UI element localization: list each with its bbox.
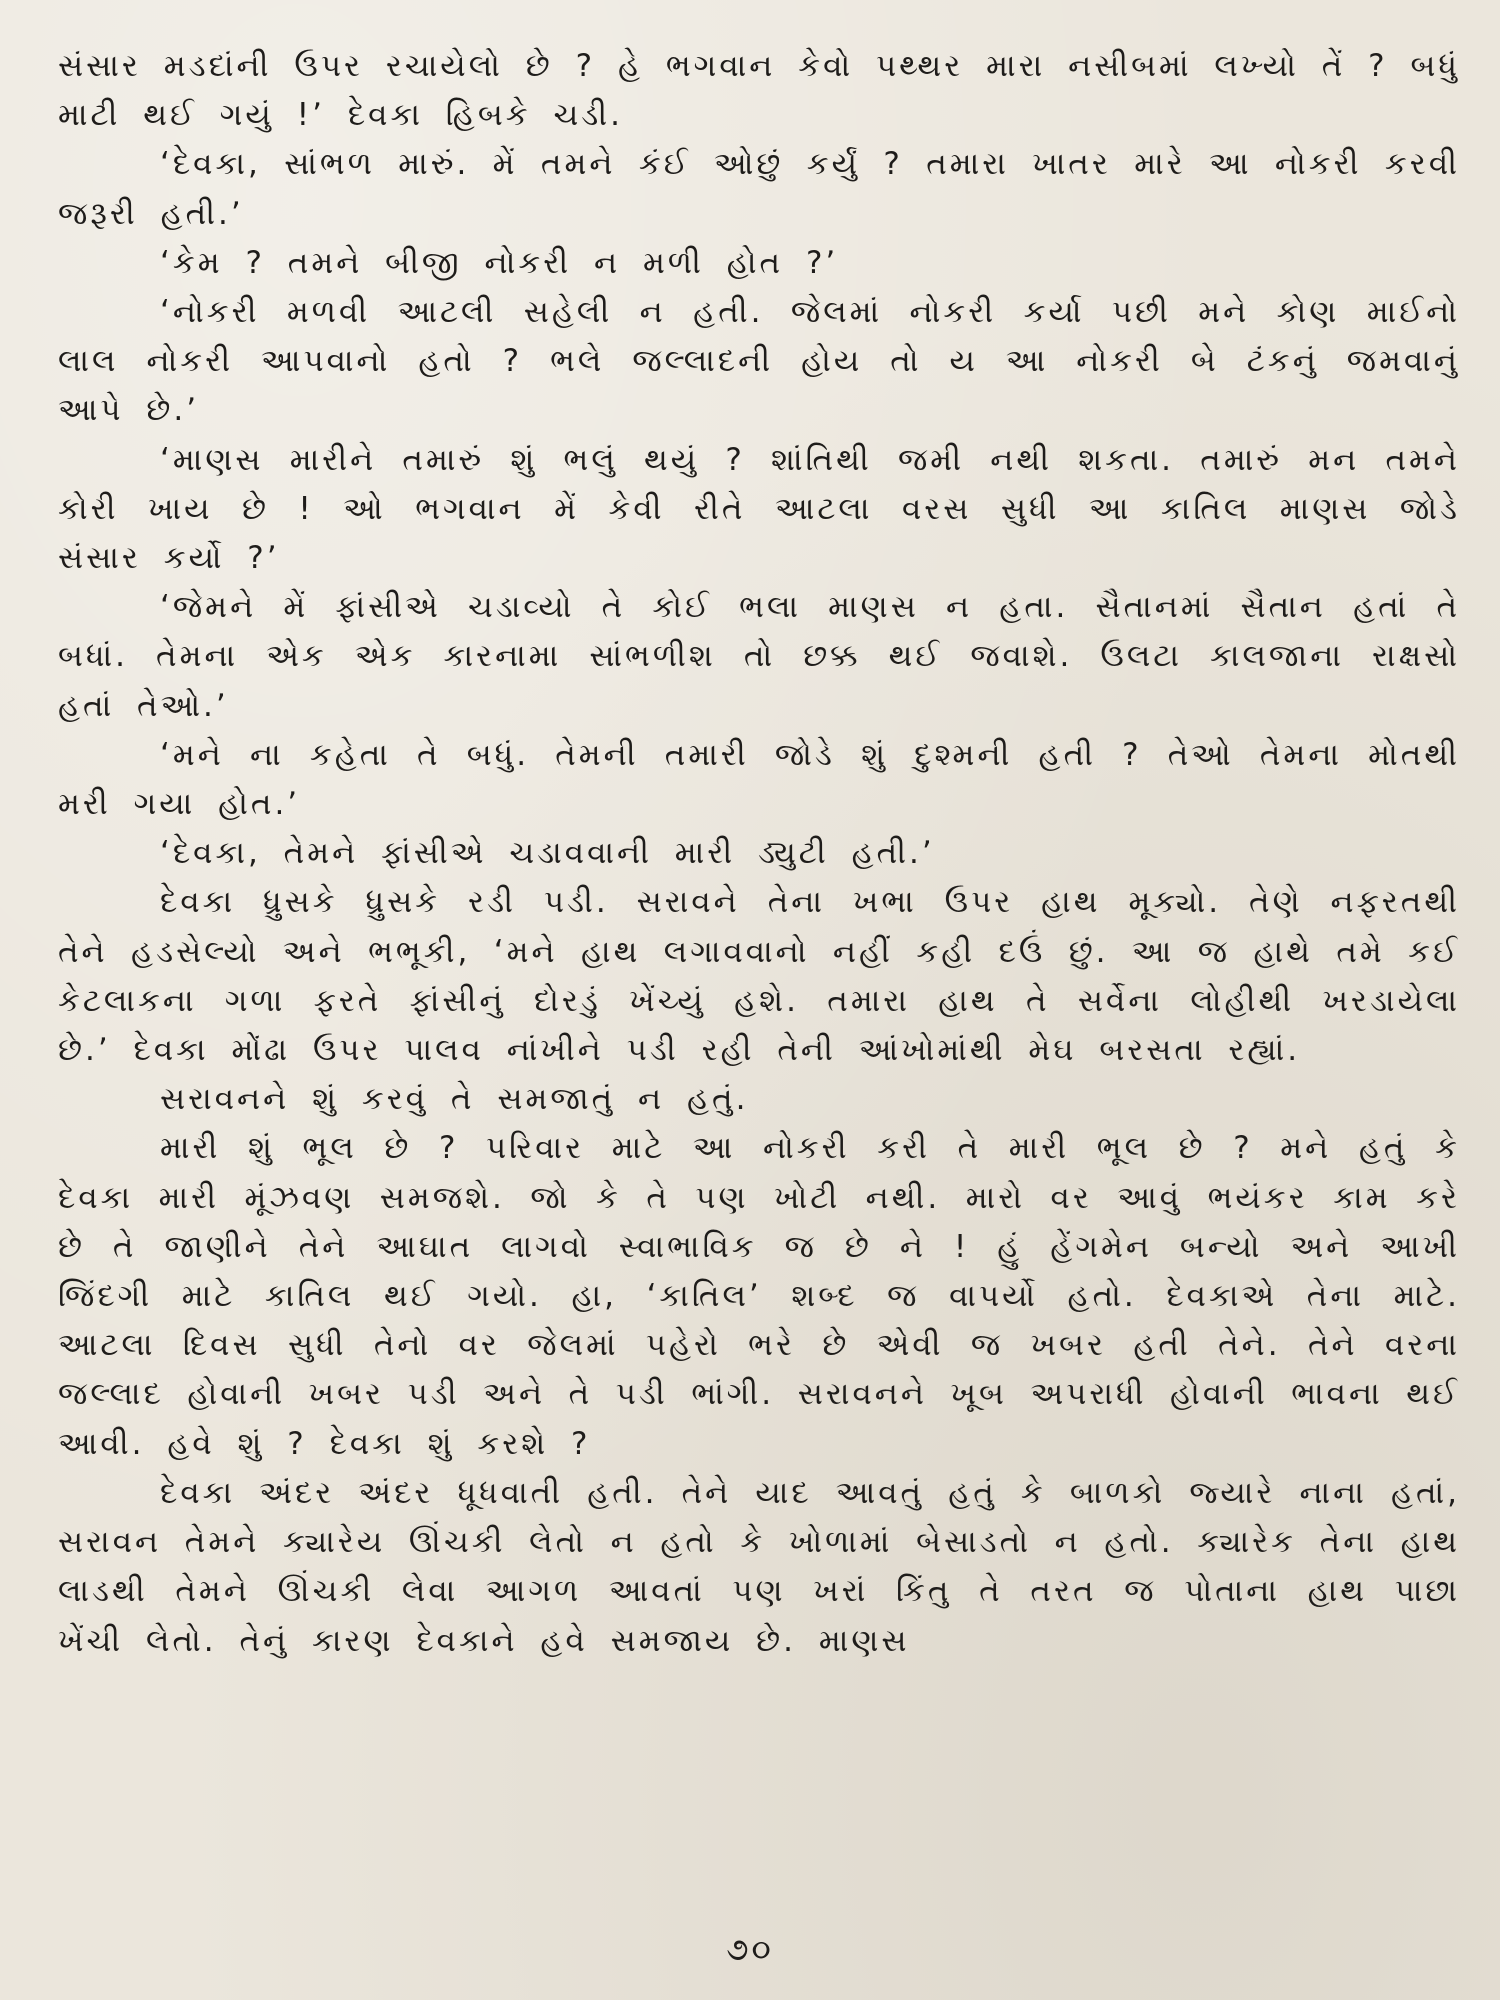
paragraph-7: ‘મને ના કહેતા તે બધું. તેમની તમારી જોડે શું દુશ્મની હતી ? તેઓ તેમના મોતથી મરી ગયા હોત.’ — [58, 736, 1460, 823]
page-text — [58, 42, 1460, 1666]
paragraph-8: ‘દેવકા, તેમને ફાંસીએ ચડાવવાની મારી ડ્યુટી હતી.’ — [160, 835, 935, 872]
paragraph-11: મારી શું ભૂલ છે ? પરિવાર માટે આ નોકરી કરી તે મારી ભૂલ છે ? મને હતું કે દેવકા મારી મૂંઝવણ સમજશે. જો કે તે પણ ખોટી નથી. મારો વર આવું ભયંકર કામ કરે છે તે જાણીને તેને આઘાત લાગવો સ્વાભાવિક જ છે ને ! હું હેંગમેન બન્યો અને આખી જિંદગી માટે કાતિલ થઈ ગયો. હા, ‘કાતિલ’ શબ્દ જ વાપર્યો હતો. દેવકાએ તેના માટે. આટલા દિવસ સુધી તેનો વર જેલમાં પહેરો ભરે છે એવી જ ખબર હતી તેને. તેને વરના જલ્લાદ હોવાની ખબર પડી અને તે પડી ભાંગી. સરાવનને ખૂબ અપરાધી હોવાની ભાવના થઈ આવી. હવે શું ? દેવકા શું કરશે ? — [58, 1130, 1460, 1462]
paragraph-10: સરાવનને શું કરવું તે સમજાતું ન હતું. — [160, 1081, 749, 1118]
paragraph-9: દેવકા ધ્રુસકે ધ્રુસકે રડી પડી. સરાવને તેના ખભા ઉપર હાથ મૂક્યો. તેણે નફરતથી તેને હડસેલ્યો અને ભભૂકી, ‘મને હાથ લગાવવાનો નહીં કહી દઉં છું. આ જ હાથે તમે કઈ કેટલાકના ગળા ફરતે ફાંસીનું દોરડું ખેંચ્યું હશે. તમારા હાથ તે સર્વેના લોહીથી ખરડાયેલા છે.’ દેવકા મોંઢા ઉપર પાલવ નાંખીને પડી રહી તેની આંખોમાંથી મેઘ બરસતા રહ્યાં. — [58, 884, 1460, 1069]
paragraph-1: સંસાર મડદાંની ઉપર રચાયેલો છે ? હે ભગવાન કેવો પથ્થર મારા નસીબમાં લખ્યો તેં ? બધું માટી થઈ ગયું !’ દેવકા હિબકે ચડી. — [58, 48, 1460, 134]
paragraph-4: ‘નોકરી મળવી આટલી સહેલી ન હતી. જેલમાં નોકરી કર્યા પછી મને કોણ માઈનો લાલ નોકરી આપવાનો હતો ? ભલે જલ્લાદની હોય તો ય આ નોકરી બે ટંકનું જમવાનું આપે છે.’ — [58, 294, 1460, 429]
paragraph-2: ‘દેવકા, સાંભળ મારું. મેં તમને કંઈ ઓછું કર્યું ? તમારા ખાતર મારે આ નોકરી કરવી જરૂરી હતી.’ — [58, 146, 1460, 232]
paragraph-3: ‘કેમ ? તમને બીજી નોકરી ન મળી હોત ?’ — [160, 244, 839, 281]
paragraph-6: ‘જેમને મેં ફાંસીએ ચડાવ્યો તે કોઈ ભલા માણસ ન હતા. સૈતાનમાં સૈતાન હતાં તે બધાં. તેમના એક એક કારનામા સાંભળીશ તો છક્ક થઈ જવાશે. ઉલટા કાલજાના રાક્ષસો હતાં તેઓ.’ — [58, 589, 1460, 724]
paragraph-12: દેવકા અંદર અંદર ધૂધવાતી હતી. તેને યાદ આવતું હતું કે બાળકો જ્યારે નાના હતાં, સરાવન તેમને ક્યારેય ઊંચકી લેતો ન હતો કે ખોળામાં બેસાડતો ન હતો. ક્યારેક તેના હાથ લાડથી તેમને ઊંચકી લેવા આગળ આવતાં પણ ખરાં કિંતુ તે તરત જ પોતાના હાથ પાછા ખેંચી લેતો. તેનું કારણ દેવકાને હવે સમજાય છે. માણસ — [58, 1474, 1460, 1659]
paragraph-5: ‘માણસ મારીને તમારું શું ભલું થયું ? શાંતિથી જમી નથી શકતા. તમારું મન તમને કોરી ખાય છે ! ઓ ભગવાન મેં કેવી રીતે આટલા વરસ સુધી આ કાતિલ માણસ જોડે સંસાર કર્યો ?’ — [58, 441, 1460, 577]
page-number: ૭૦ — [726, 1930, 774, 1968]
